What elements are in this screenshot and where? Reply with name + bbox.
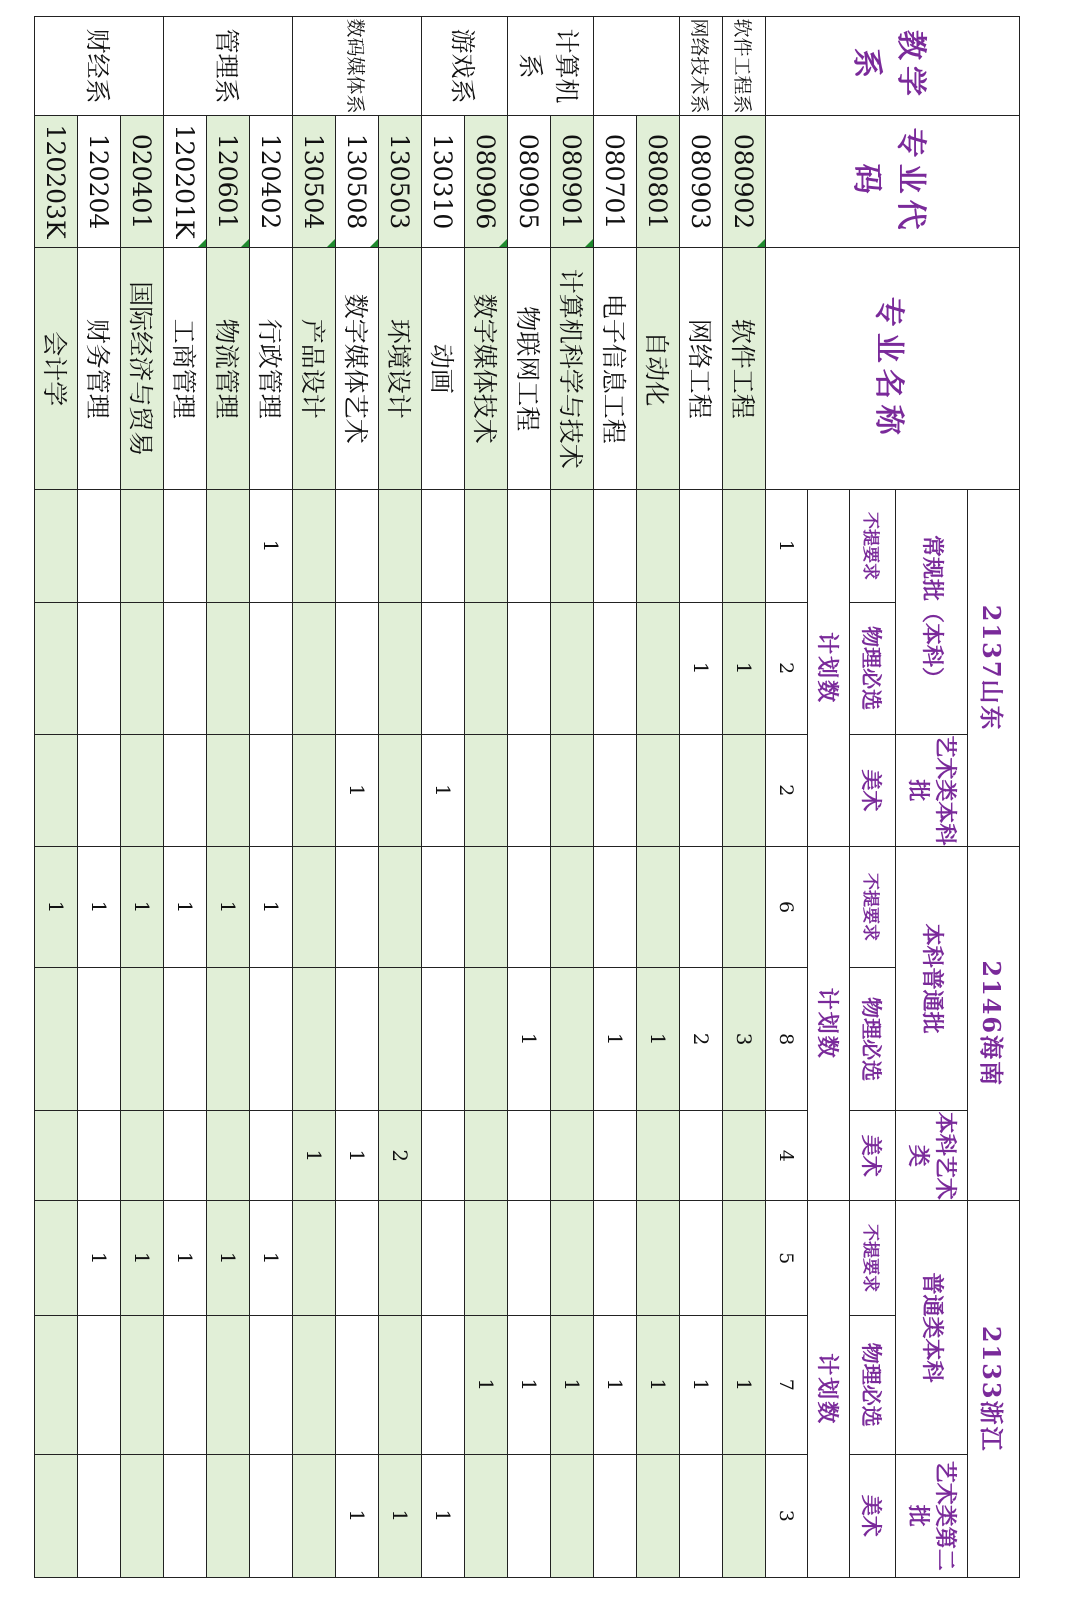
plan-count-cell <box>35 1111 78 1201</box>
plan-count-cell <box>164 602 207 734</box>
plan-count-cell <box>336 1201 379 1315</box>
plan-count-cell <box>594 1454 637 1577</box>
plan-count-cell <box>594 1201 637 1315</box>
total-cell: 4 <box>766 1111 808 1201</box>
plan-count-cell <box>551 490 594 602</box>
plan-count-cell: 1 <box>637 968 680 1111</box>
plan-count-cell: 1 <box>35 846 78 967</box>
plan-count-cell: 1 <box>508 1315 551 1454</box>
plan-count-cell <box>551 1454 594 1577</box>
plan-count-cell <box>121 1111 164 1201</box>
plan-count-cell <box>508 490 551 602</box>
plan-count-cell: 1 <box>207 1201 250 1315</box>
department-cell: 管理系 <box>164 17 293 116</box>
table-row <box>723 17 766 1578</box>
plan-count-cell <box>422 490 465 602</box>
plan-count-cell: 1 <box>680 1315 723 1454</box>
plan-count-cell <box>723 1454 766 1577</box>
table-row <box>551 17 594 1578</box>
major-code: 120203K <box>35 116 78 248</box>
table-row <box>35 17 78 1578</box>
plan-count-cell <box>78 1315 121 1454</box>
plan-count-cell <box>121 1454 164 1577</box>
plan-count-cell <box>637 602 680 734</box>
plan-count-cell <box>121 1315 164 1454</box>
plan-count-cell: 1 <box>250 490 293 602</box>
plan-count-cell <box>207 968 250 1111</box>
plan-count-cell: 3 <box>723 968 766 1111</box>
plan-count-cell <box>379 734 422 846</box>
plan-count-cell <box>422 1315 465 1454</box>
plan-count-cell <box>207 1315 250 1454</box>
header-subject: 不提要求 <box>850 490 896 602</box>
major-code: 020401 <box>121 116 164 248</box>
plan-count-cell: 1 <box>293 1111 336 1201</box>
plan-count-cell: 1 <box>164 1201 207 1315</box>
plan-count-cell <box>78 602 121 734</box>
plan-count-cell: 1 <box>508 968 551 1111</box>
plan-count-cell <box>293 1454 336 1577</box>
major-name: 数字媒体艺术 <box>336 248 379 490</box>
header-plan-count: 计划数 <box>808 490 850 847</box>
plan-count-cell <box>465 1201 508 1315</box>
table-row <box>379 17 422 1578</box>
header-subject: 不提要求 <box>850 846 896 967</box>
major-name: 动画 <box>422 248 465 490</box>
table-row <box>250 17 293 1578</box>
major-name: 工商管理 <box>164 248 207 490</box>
total-cell: 5 <box>766 1201 808 1315</box>
plan-count-cell <box>723 490 766 602</box>
plan-count-cell <box>164 1111 207 1201</box>
plan-count-cell <box>336 968 379 1111</box>
header-dept: 教学系 <box>766 17 1020 116</box>
department-cell: 数码媒体系 <box>293 17 422 116</box>
major-name: 产品设计 <box>293 248 336 490</box>
table-row <box>78 17 121 1578</box>
enrollment-plan-sheet <box>16 16 1020 1578</box>
plan-count-cell <box>35 968 78 1111</box>
plan-count-cell: 1 <box>164 846 207 967</box>
plan-count-cell <box>78 734 121 846</box>
plan-count-cell <box>680 734 723 846</box>
plan-count-cell: 2 <box>379 1111 422 1201</box>
header-batch: 常规批（本科） <box>896 490 968 734</box>
header-batch: 艺术类本科批 <box>896 734 968 846</box>
plan-count-cell <box>250 734 293 846</box>
plan-count-cell <box>164 1454 207 1577</box>
plan-count-cell <box>78 1111 121 1201</box>
plan-count-cell <box>422 602 465 734</box>
plan-count-cell: 1 <box>121 1201 164 1315</box>
major-code: 120204 <box>78 116 121 248</box>
major-code: 080905 <box>508 116 551 248</box>
plan-count-cell <box>207 734 250 846</box>
plan-count-cell <box>680 846 723 967</box>
major-name: 数字媒体技术 <box>465 248 508 490</box>
plan-count-cell <box>379 846 422 967</box>
plan-count-cell <box>465 490 508 602</box>
major-code: 080906 <box>465 116 508 248</box>
plan-count-cell <box>508 602 551 734</box>
table-row <box>164 17 207 1578</box>
plan-count-cell <box>637 734 680 846</box>
table-row <box>293 17 336 1578</box>
plan-count-cell: 1 <box>465 1315 508 1454</box>
plan-count-cell <box>293 1201 336 1315</box>
major-code: 080903 <box>680 116 723 248</box>
plan-count-cell <box>680 1111 723 1201</box>
table-row <box>508 17 551 1578</box>
header-subject: 美术 <box>850 734 896 846</box>
plan-count-cell <box>121 490 164 602</box>
plan-count-cell <box>250 1315 293 1454</box>
plan-count-cell <box>207 1111 250 1201</box>
header-batch: 本科普通批 <box>896 846 968 1110</box>
plan-count-cell: 1 <box>723 602 766 734</box>
header-subject: 物理必选 <box>850 968 896 1111</box>
plan-count-cell <box>680 1454 723 1577</box>
plan-count-cell: 1 <box>250 1201 293 1315</box>
major-name: 国际经济与贸易 <box>121 248 164 490</box>
table-row <box>637 17 680 1578</box>
major-name: 会计学 <box>35 248 78 490</box>
plan-count-cell <box>78 490 121 602</box>
plan-count-cell: 1 <box>594 1315 637 1454</box>
plan-count-cell <box>637 490 680 602</box>
plan-count-cell <box>35 1201 78 1315</box>
major-name: 软件工程 <box>723 248 766 490</box>
header-province-hainan: 2146海南 <box>968 846 1020 1200</box>
major-name: 财务管理 <box>78 248 121 490</box>
department-cell <box>594 17 680 116</box>
major-rows <box>35 17 766 1578</box>
plan-count-cell <box>379 968 422 1111</box>
major-name: 物流管理 <box>207 248 250 490</box>
plan-count-cell <box>35 734 78 846</box>
plan-count-cell <box>35 602 78 734</box>
plan-count-cell: 1 <box>594 968 637 1111</box>
header-plan-count: 计划数 <box>808 846 850 1200</box>
major-code: 130504 <box>293 116 336 248</box>
plan-count-cell <box>336 1315 379 1454</box>
plan-count-cell <box>78 968 121 1111</box>
plan-count-cell: 1 <box>723 1315 766 1454</box>
plan-count-cell <box>250 1111 293 1201</box>
major-code: 080901 <box>551 116 594 248</box>
plan-count-cell <box>465 734 508 846</box>
plan-count-cell <box>637 1454 680 1577</box>
major-code: 080801 <box>637 116 680 248</box>
table-row <box>465 17 508 1578</box>
plan-count-cell <box>551 602 594 734</box>
plan-count-cell <box>293 602 336 734</box>
plan-count-cell <box>508 1201 551 1315</box>
major-code: 080701 <box>594 116 637 248</box>
plan-count-cell: 1 <box>336 734 379 846</box>
plan-count-cell: 1 <box>336 1454 379 1577</box>
plan-count-cell <box>508 1454 551 1577</box>
total-cell: 1 <box>766 490 808 602</box>
plan-count-cell <box>293 490 336 602</box>
plan-count-cell <box>121 968 164 1111</box>
plan-count-cell: 1 <box>336 1111 379 1201</box>
department-cell: 网络技术系 <box>680 17 723 116</box>
plan-count-cell <box>465 1454 508 1577</box>
plan-count-cell <box>637 1201 680 1315</box>
plan-count-cell <box>465 846 508 967</box>
plan-count-cell <box>207 602 250 734</box>
plan-count-cell <box>379 1315 422 1454</box>
department-cell: 游戏系 <box>422 17 508 116</box>
plan-count-cell <box>723 846 766 967</box>
header-subject: 美术 <box>850 1111 896 1201</box>
total-cell: 6 <box>766 846 808 967</box>
major-code: 080902 <box>723 116 766 248</box>
plan-count-cell <box>379 602 422 734</box>
plan-count-cell <box>293 846 336 967</box>
plan-count-cell <box>551 1201 594 1315</box>
header-subject: 美术 <box>850 1454 896 1577</box>
major-name: 电子信息工程 <box>594 248 637 490</box>
table-row <box>594 17 637 1578</box>
major-name: 行政管理 <box>250 248 293 490</box>
plan-count-cell <box>594 1111 637 1201</box>
plan-count-cell <box>637 1111 680 1201</box>
department-cell: 计算机系 <box>508 17 594 116</box>
header-name: 专业名称 <box>766 248 1020 490</box>
plan-count-cell <box>594 490 637 602</box>
plan-count-cell <box>551 1111 594 1201</box>
plan-count-cell <box>164 1315 207 1454</box>
plan-count-cell <box>336 602 379 734</box>
plan-count-cell <box>637 846 680 967</box>
header-province-zhejiang: 2133浙江 <box>968 1201 1020 1578</box>
table-row <box>422 17 465 1578</box>
plan-count-cell: 1 <box>78 846 121 967</box>
plan-count-cell <box>723 1111 766 1201</box>
plan-count-cell <box>594 734 637 846</box>
total-cell: 8 <box>766 968 808 1111</box>
table-row <box>336 17 379 1578</box>
major-code: 120201K <box>164 116 207 248</box>
header-subject: 物理必选 <box>850 1315 896 1454</box>
plan-count-cell <box>551 846 594 967</box>
major-code: 130508 <box>336 116 379 248</box>
plan-count-cell <box>422 846 465 967</box>
major-code: 120402 <box>250 116 293 248</box>
plan-count-cell: 1 <box>121 846 164 967</box>
plan-count-cell <box>35 490 78 602</box>
plan-count-cell <box>508 1111 551 1201</box>
major-code: 120601 <box>207 116 250 248</box>
total-cell: 3 <box>766 1454 808 1577</box>
plan-count-cell <box>336 490 379 602</box>
major-name: 计算机科学与技术 <box>551 248 594 490</box>
plan-count-cell <box>680 490 723 602</box>
plan-count-cell <box>594 846 637 967</box>
plan-count-cell: 1 <box>680 602 723 734</box>
enrollment-plan-table <box>34 16 1020 1578</box>
plan-count-cell <box>78 1454 121 1577</box>
major-code: 130310 <box>422 116 465 248</box>
header-subject: 不提要求 <box>850 1201 896 1315</box>
plan-count-cell <box>336 846 379 967</box>
table-row <box>680 17 723 1578</box>
header-batch: 本科艺术类 <box>896 1111 968 1201</box>
plan-count-cell <box>723 734 766 846</box>
plan-count-cell <box>121 602 164 734</box>
plan-count-cell: 1 <box>637 1315 680 1454</box>
plan-count-cell <box>723 1201 766 1315</box>
plan-count-cell <box>35 1454 78 1577</box>
plan-count-cell <box>250 1454 293 1577</box>
plan-count-cell <box>594 602 637 734</box>
plan-count-cell: 1 <box>551 1315 594 1454</box>
plan-count-cell: 1 <box>78 1201 121 1315</box>
plan-count-cell: 1 <box>379 1454 422 1577</box>
major-name: 自动化 <box>637 248 680 490</box>
plan-count-cell <box>293 968 336 1111</box>
major-name: 网络工程 <box>680 248 723 490</box>
header-province-shandong: 2137山东 <box>968 490 1020 847</box>
plan-count-cell <box>207 490 250 602</box>
plan-count-cell <box>293 734 336 846</box>
plan-count-cell <box>422 1111 465 1201</box>
plan-count-cell <box>379 1201 422 1315</box>
plan-count-cell: 1 <box>250 846 293 967</box>
plan-count-cell <box>207 1454 250 1577</box>
department-cell: 财经系 <box>35 17 164 116</box>
plan-count-cell: 1 <box>207 846 250 967</box>
plan-count-cell: 1 <box>422 734 465 846</box>
plan-count-cell <box>250 602 293 734</box>
table-row <box>207 17 250 1578</box>
header-batch: 普通类本科 <box>896 1201 968 1454</box>
header-batch: 艺术类第二批 <box>896 1454 968 1577</box>
plan-count-cell <box>164 968 207 1111</box>
plan-count-cell <box>379 490 422 602</box>
total-cell: 2 <box>766 734 808 846</box>
plan-count-cell <box>164 490 207 602</box>
total-cell: 2 <box>766 602 808 734</box>
plan-count-cell <box>250 968 293 1111</box>
plan-count-cell <box>465 1111 508 1201</box>
plan-count-cell <box>422 968 465 1111</box>
plan-count-cell <box>508 846 551 967</box>
plan-count-cell <box>508 734 551 846</box>
plan-count-cell <box>121 734 164 846</box>
plan-count-cell <box>35 1315 78 1454</box>
header-plan-count: 计划数 <box>808 1201 850 1578</box>
department-cell: 软件工程系 <box>723 17 766 116</box>
header-code: 专业代码 <box>766 116 1020 248</box>
table-row <box>121 17 164 1578</box>
plan-count-cell <box>465 968 508 1111</box>
header-subject: 物理必选 <box>850 602 896 734</box>
plan-count-cell <box>293 1315 336 1454</box>
plan-count-cell <box>164 734 207 846</box>
plan-count-cell <box>551 968 594 1111</box>
plan-count-cell <box>551 734 594 846</box>
plan-count-cell <box>680 1201 723 1315</box>
plan-count-cell <box>465 602 508 734</box>
total-cell: 7 <box>766 1315 808 1454</box>
plan-count-cell <box>422 1201 465 1315</box>
plan-count-cell: 2 <box>680 968 723 1111</box>
major-name: 物联网工程 <box>508 248 551 490</box>
major-code: 130503 <box>379 116 422 248</box>
major-name: 环境设计 <box>379 248 422 490</box>
plan-count-cell: 1 <box>422 1454 465 1577</box>
